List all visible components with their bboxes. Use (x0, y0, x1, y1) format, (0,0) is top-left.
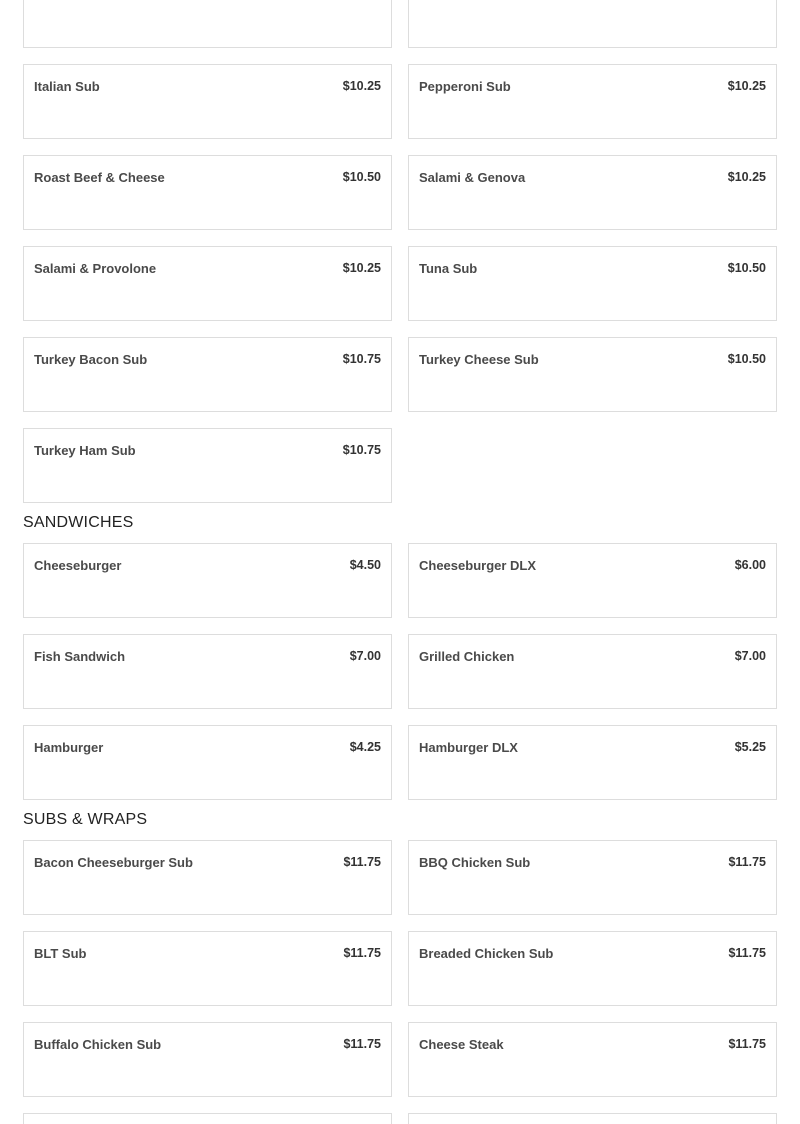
menu-item-name: Grilled Chicken (419, 649, 515, 664)
menu-grid (23, 0, 777, 503)
menu-item-card[interactable] (408, 0, 777, 48)
menu-item-name: Turkey Bacon Sub (34, 352, 148, 367)
menu-item-name: Turkey Cheese Sub (419, 352, 539, 367)
menu-item-name: Bacon Cheeseburger Sub (34, 855, 193, 870)
menu-item-name: Hamburger DLX (419, 740, 518, 755)
menu-item-card[interactable] (23, 337, 392, 412)
menu-item-name: Pepperoni Sub (419, 79, 511, 94)
menu-item-card[interactable] (23, 0, 392, 48)
menu-item-card[interactable] (408, 543, 777, 618)
menu-item-card[interactable] (408, 1113, 777, 1124)
menu-item-name: Breaded Chicken Sub (419, 946, 554, 961)
menu-item-card[interactable] (408, 634, 777, 709)
menu-item-name: Roast Beef & Cheese (34, 170, 165, 185)
menu-item-card[interactable] (23, 840, 392, 915)
menu-item-price: $5.25 (734, 740, 766, 754)
section-title: SANDWICHES (23, 514, 134, 531)
menu-item-price: $10.75 (342, 352, 381, 366)
menu-item-price: $11.75 (728, 946, 766, 960)
menu-item-price: $10.25 (727, 79, 766, 93)
menu-item-card[interactable] (23, 428, 392, 503)
menu-item-card[interactable] (23, 725, 392, 800)
menu-item-price: $10.25 (727, 170, 766, 184)
menu-item-name: Cheeseburger (34, 558, 122, 573)
menu-item-price: $10.25 (342, 261, 381, 275)
menu-item-price: $10.50 (727, 352, 766, 366)
menu-item-price: $11.75 (343, 855, 381, 869)
menu-item-name: Cheeseburger DLX (419, 558, 537, 573)
menu-item-card[interactable] (408, 725, 777, 800)
menu-item-price: $10.75 (342, 443, 381, 457)
menu-item-card[interactable] (408, 840, 777, 915)
menu-item-price: $7.00 (734, 649, 766, 663)
menu-item-card[interactable] (23, 246, 392, 321)
menu-item-name: Salami & Genova (419, 170, 526, 185)
menu-item-card[interactable] (408, 337, 777, 412)
menu-item-card[interactable] (408, 1022, 777, 1097)
menu-item-card[interactable] (23, 64, 392, 139)
menu-item-name: Fish Sandwich (34, 649, 126, 664)
menu-item-name: BLT Sub (34, 946, 87, 961)
menu-item-price: $6.00 (734, 558, 766, 572)
menu-item-name: Tuna Sub (419, 261, 478, 276)
menu-item-name: Salami & Provolone (34, 261, 157, 276)
menu-item-name: BBQ Chicken Sub (419, 855, 531, 870)
menu-item-price: $4.50 (349, 558, 381, 572)
menu-item-card[interactable] (408, 155, 777, 230)
menu-grid (23, 543, 777, 800)
menu-item-price: $7.00 (349, 649, 381, 663)
menu-item-card[interactable] (23, 1113, 392, 1124)
menu-item-price: $11.75 (343, 946, 381, 960)
menu-item-price: $10.50 (342, 170, 381, 184)
menu-item-price: $11.75 (728, 855, 766, 869)
menu-item-name: Italian Sub (34, 79, 100, 94)
menu-item-name: Cheese Steak (419, 1037, 504, 1052)
menu-item-card[interactable] (23, 1022, 392, 1097)
menu-item-card[interactable] (23, 543, 392, 618)
menu-item-price: $10.25 (342, 79, 381, 93)
menu-item-card[interactable] (408, 931, 777, 1006)
menu-item-card[interactable] (23, 931, 392, 1006)
menu-grid (23, 840, 777, 1124)
menu-item-card[interactable] (408, 246, 777, 321)
menu-item-card[interactable] (408, 64, 777, 139)
menu-item-price: $4.25 (349, 740, 381, 754)
menu-item-name: Turkey Ham Sub (34, 443, 136, 458)
menu-item-card[interactable] (23, 155, 392, 230)
menu-item-card[interactable] (23, 634, 392, 709)
menu-item-price: $11.75 (343, 1037, 381, 1051)
menu-list (23, 0, 777, 1124)
menu-item-price: $11.75 (728, 1037, 766, 1051)
section-title: SUBS & WRAPS (23, 811, 148, 828)
menu-item-name: Buffalo Chicken Sub (34, 1037, 162, 1052)
menu-item-name: Hamburger (34, 740, 104, 755)
menu-item-price: $10.50 (727, 261, 766, 275)
